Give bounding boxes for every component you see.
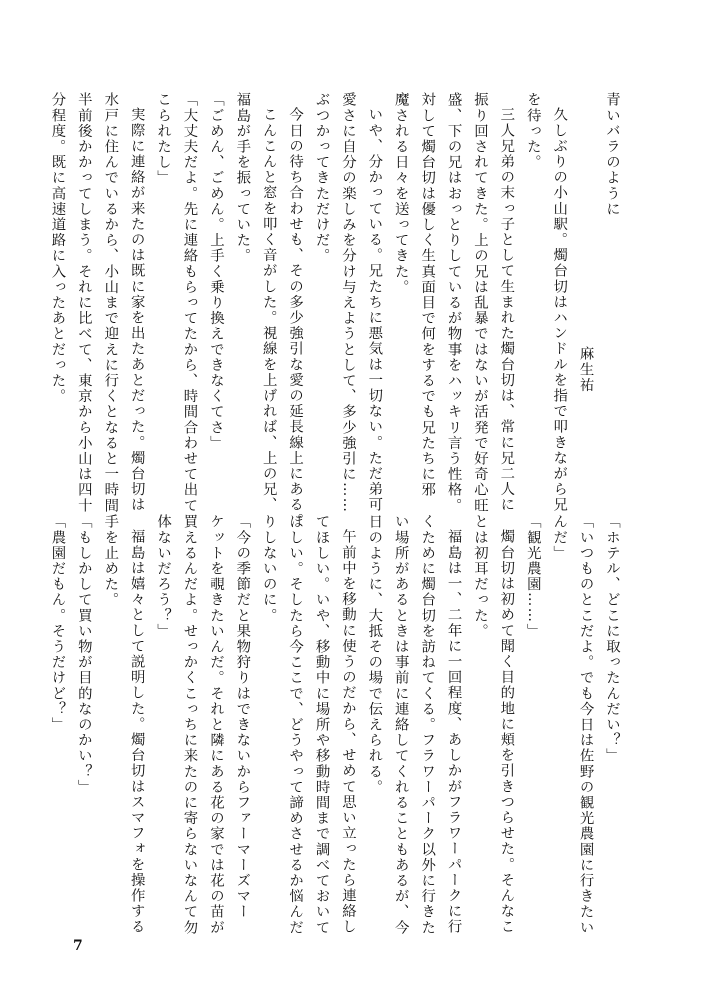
text-column: 「ごめん、ごめん。上手く乗り換えできなくてさ」	[207, 92, 224, 451]
text-column: い場所があるときは事前に連絡してくれることもあるが、今	[392, 514, 409, 936]
text-column: いや、分かっている。兄たちに悪気は一切ない。ただ弟可	[366, 106, 383, 513]
text-column: りしないのに。	[260, 514, 277, 624]
text-column: 振り回されてきた。上の兄は乱暴ではないが活発で好奇心旺	[471, 92, 488, 514]
text-column: 「今の季節だと果物狩りはできないからファーマーズマー	[234, 514, 251, 920]
text-column: 久しぶりの小山駅。燭台切はハンドルを指で叩きながら兄	[551, 106, 568, 513]
page-number: 7	[73, 938, 83, 954]
text-column: こられたし」	[155, 92, 172, 186]
text-column: 「農園だもん。そうだけど？」	[49, 514, 66, 733]
text-column: 「大丈夫だよ。先に連絡もらってたから、時間合わせて出て	[181, 92, 198, 514]
text-column: 愛さに自分の楽しみを分け与えようとして、多少強引に……	[339, 92, 356, 514]
text-column: 「もしかして買い物が目的なのかい？」	[75, 514, 92, 795]
lower-text-block	[44, 514, 625, 936]
text-column: こんこんと窓を叩く音がした。視線を上げれば、上の兄、	[260, 106, 277, 513]
text-column: ぶつかってきただけだ。	[313, 92, 330, 264]
author-spacer-column	[572, 92, 598, 497]
text-column: 「観光農園……」	[524, 514, 541, 639]
text-column: を待った。	[524, 92, 541, 170]
upper-text-block	[44, 92, 625, 528]
text-column: ほしい。そしたら今ここで、どうやって諦めさせるか悩んだ	[287, 514, 304, 936]
text-column: てほしい。いや、移動中に場所や移動時間まで調べておいて	[313, 514, 330, 936]
upper-body-text	[44, 92, 572, 528]
text-column: 今日の待ち合わせも、その多少強引な愛の延長線上にある。	[287, 106, 304, 528]
text-column: 対して燭台切は優しく生真面目で何をするでも兄たちに邪	[419, 92, 436, 498]
text-column: んだ」	[551, 514, 568, 561]
lower-body-text	[44, 514, 625, 936]
text-column: 午前中を移動に使うのだから、せめて思い立ったら連絡し	[339, 528, 356, 935]
text-column: 実際に連絡が来たのは既に家を出たあとだった。燭台切は	[128, 106, 145, 513]
story-title: 青いバラのように	[604, 92, 620, 217]
text-column: 「ホテル、どこに取ったんだい？」	[604, 514, 620, 764]
text-column: 買えるんだよ。せっかくこっちに来たのに寄らないなんて勿	[181, 514, 198, 936]
text-column: 「いつものとこだよ。でも今日は佐野の観光農園に行きたい	[577, 514, 594, 936]
text-column: 福島が手を振っていた。	[234, 92, 251, 264]
text-column: 盛、下の兄はおっとりしているが物事をハッキリ言う性格。	[445, 92, 462, 514]
author-name: 麻生祐	[577, 346, 594, 393]
text-column: とは初耳だった。	[471, 514, 488, 639]
text-column: 三人兄弟の末っ子として生まれた燭台切は、常に兄二人に	[498, 106, 515, 513]
text-column: 魔される日々を送ってきた。	[392, 92, 409, 295]
text-column: ケットを覗きたいんだ。それと隣にある花の家では花の苗が	[207, 514, 224, 936]
text-column: 分程度。既に高速道路に入ったあとだった。	[49, 92, 66, 404]
text-column: くために燭台切を訪ねてくる。フラワーパーク以外に行きた	[419, 514, 436, 936]
text-column: 日のように、大抵その場で伝えられる。	[366, 514, 383, 795]
text-column: 手を止めた。	[102, 514, 119, 608]
text-column: 体ないだろう？」	[155, 514, 172, 639]
text-column: 福島は嬉々として説明した。燭台切はスマフォを操作する	[128, 528, 145, 935]
text-column: 半前後かかってしまう。それに比べて、東京から小山は四十	[75, 92, 92, 514]
text-column: 燭台切は初めて聞く目的地に頬を引きつらせた。そんなこ	[498, 528, 515, 935]
text-column: 水戸に住んでいるから、小山まで迎えに行くとなると一時間	[102, 92, 119, 514]
text-column: 福島は一、二年に一回程度、あしかがフラワーパークに行	[445, 528, 462, 935]
